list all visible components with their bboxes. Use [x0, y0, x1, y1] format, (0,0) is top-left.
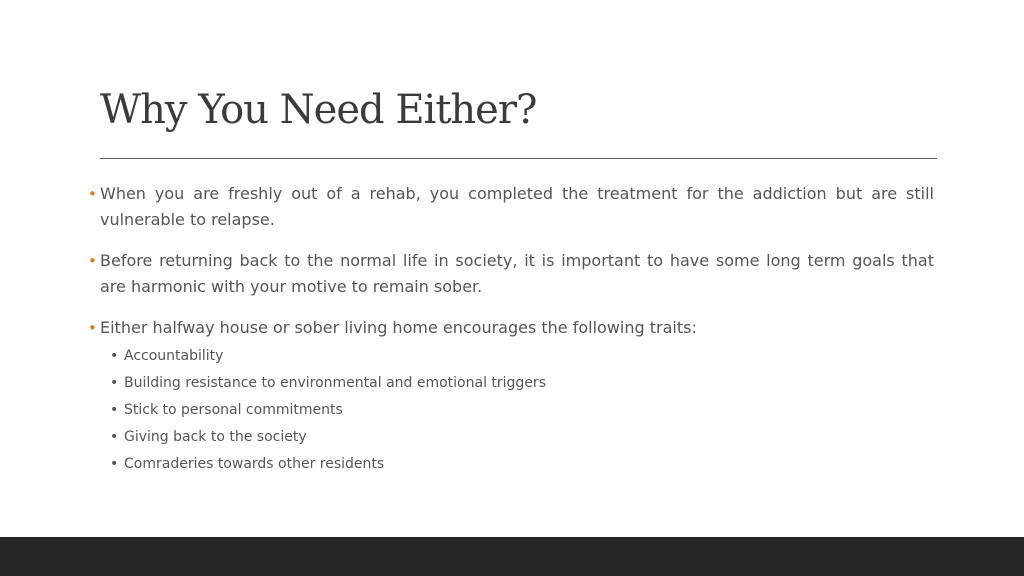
bullet-item	[88, 315, 934, 341]
bullet-dot-icon: •	[88, 319, 97, 337]
sub-bullet-dot-icon: •	[110, 402, 119, 418]
bullet-text: Either halfway house or sober living home encourages the following traits:	[100, 318, 697, 337]
sub-bullet-text: Building resistance to environmental and emotional triggers	[124, 375, 546, 391]
bullet-text: When you are freshly out of a rehab, you completed the treatment for the addiction but are still vulnerable to relapse.	[100, 184, 934, 229]
sub-bullet-dot-icon: •	[110, 375, 119, 391]
sub-bullet-item	[108, 397, 934, 424]
bullet-text: Before returning back to the normal life in society, it is important to have some long term goals that are harmonic with your motive to remain sober.	[100, 251, 934, 296]
sub-bullet-dot-icon: •	[110, 429, 119, 445]
sub-bullet-item	[108, 451, 934, 478]
sub-bullet-item	[108, 370, 934, 397]
sub-bullet-list	[108, 343, 934, 478]
title-divider	[100, 158, 937, 159]
bullet-dot-icon: •	[88, 252, 97, 270]
bullet-dot-icon: •	[88, 185, 97, 203]
sub-bullet-text: Stick to personal commitments	[124, 402, 343, 418]
sub-bullet-text: Comraderies towards other residents	[124, 456, 385, 472]
sub-bullet-text: Giving back to the society	[124, 429, 307, 445]
footer-bar	[0, 537, 1024, 576]
slide-title: Why You Need Either?	[100, 87, 537, 133]
sub-bullet-dot-icon: •	[110, 456, 119, 472]
bullet-item	[88, 248, 934, 300]
sub-bullet-dot-icon: •	[110, 348, 119, 364]
sub-bullet-item	[108, 424, 934, 451]
sub-bullet-item	[108, 343, 934, 370]
slide-body	[88, 181, 934, 478]
bullet-item	[88, 181, 934, 233]
sub-bullet-text: Accountability	[124, 348, 224, 364]
